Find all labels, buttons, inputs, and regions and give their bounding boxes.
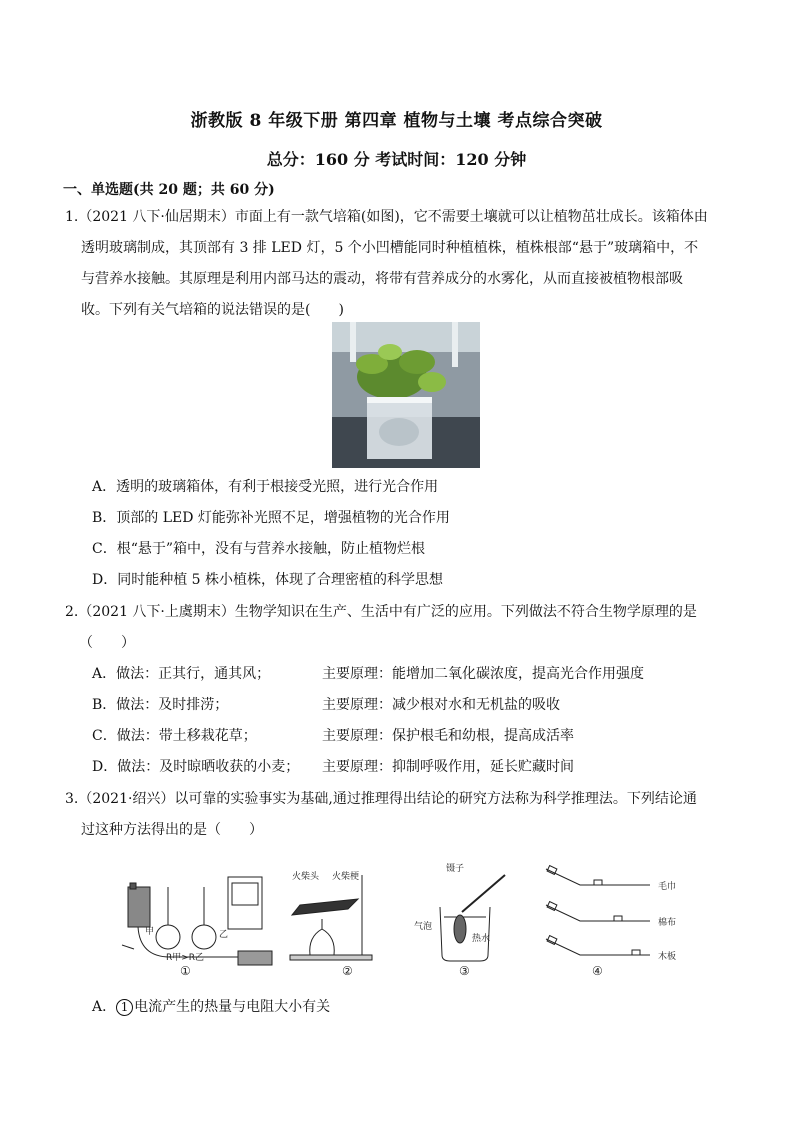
figure-1-resistance-relation: R甲>R乙: [166, 953, 205, 963]
q2-option-a-practice[interactable]: A．做法：正其行，通其风；: [92, 666, 271, 682]
figure-4-towel: 毛巾: [658, 882, 677, 892]
figure-4-cotton: 棉布: [658, 918, 677, 928]
figure-3-bubble: 气泡: [414, 922, 433, 932]
q2-option-b-practice[interactable]: B．做法：及时排涝；: [92, 697, 229, 713]
q1-line-3: 与营养水接触。其原理是利用内部马达的震动，将带有营养成分的水雾化，从而直接被植物根部吸: [81, 271, 683, 287]
q1-line-2: 透明玻璃制成，其顶部有 3 排 LED 灯，5 个小凹槽能同时种植植株，植株根部“悬于”玻璃箱中，不: [81, 240, 699, 256]
q3-option-a-text: 电流产生的热量与电阻大小有关: [134, 999, 331, 1015]
figure-2-match-heating: [290, 870, 372, 978]
figure-4-ramps: [546, 866, 676, 978]
q1-option-d[interactable]: D．同时能种植 5 株小植株，体现了合理密植的科学思想: [92, 572, 444, 588]
q1-line-1: 1.（2021 八下·仙居期末）市面上有一款气培箱(如图)，它不需要土壤就可以让植物茁壮成长。该箱体由: [65, 209, 708, 225]
q2-line-2: （ ）: [79, 635, 135, 651]
page-title: 浙教版 8 年级下册 第四章 植物与土壤 考点综合突破: [190, 111, 603, 131]
figure-3-number: ③: [459, 964, 470, 978]
figure-4-board: 木板: [658, 952, 677, 962]
q1-option-b[interactable]: B．顶部的 LED 灯能弥补光照不足，增强植物的光合作用: [92, 510, 450, 526]
q3-option-a-marker: A．: [92, 999, 117, 1015]
figure-2-match-stick: 火柴梗: [332, 872, 360, 882]
q1-line-4: 收。下列有关气培箱的说法错误的是( ): [81, 302, 344, 318]
figure-2-match-head: 火柴头: [292, 872, 320, 882]
figure-2-number: ②: [342, 964, 353, 978]
figure-3-tweezers: 镊子: [446, 864, 465, 874]
figure-1-circuit: [122, 877, 272, 978]
section-heading: 一、单选题(共 20 题；共 60 分): [63, 182, 275, 198]
figure-1-label-right: 乙: [219, 930, 229, 940]
air-planter-photo: [332, 322, 480, 468]
q3-line-1: 3.（2021·绍兴）以可靠的实验事实为基础,通过推理得出结论的研究方法称为科学推理法。下列结论通: [65, 791, 697, 807]
q2-option-d-practice[interactable]: D．做法：及时晾晒收获的小麦；: [92, 759, 300, 775]
figure-3-leaf-in-water: [414, 862, 505, 978]
q3-line-2: 过这种方法得出的是（ ）: [81, 822, 263, 838]
q2-line-1: 2.（2021 八下·上虞期末）生物学知识在生产、生活中有广泛的应用。下列做法不符合生物学原理的是: [65, 604, 697, 620]
q2-option-c-practice[interactable]: C．做法：带土移栽花草；: [92, 728, 257, 744]
q3-option-a-circled-number: 1: [116, 999, 133, 1016]
figure-3-hot-water: 热水: [472, 934, 491, 944]
q3-experiment-figures: [110, 857, 690, 979]
q2-option-c-principle: 主要原理：保护根毛和幼根，提高成活率: [322, 728, 574, 744]
q1-option-a[interactable]: A．透明的玻璃箱体，有利于根接受光照，进行光合作用: [92, 479, 439, 495]
figure-4-number: ④: [592, 964, 603, 978]
figure-1-label-left: 甲: [145, 927, 155, 937]
q1-option-c[interactable]: C．根“悬于”箱中，没有与营养水接触，防止植物烂根: [92, 541, 426, 557]
q2-option-a-principle: 主要原理：能增加二氧化碳浓度，提高光合作用强度: [322, 666, 644, 682]
exam-info: 总分：160 分 考试时间：120 分钟: [266, 150, 527, 169]
figure-1-number: ①: [180, 964, 191, 978]
q2-option-b-principle: 主要原理：减少根对水和无机盐的吸收: [322, 697, 560, 713]
q3-option-a[interactable]: [92, 996, 330, 1016]
q2-option-d-principle: 主要原理：抑制呼吸作用，延长贮藏时间: [322, 759, 574, 775]
